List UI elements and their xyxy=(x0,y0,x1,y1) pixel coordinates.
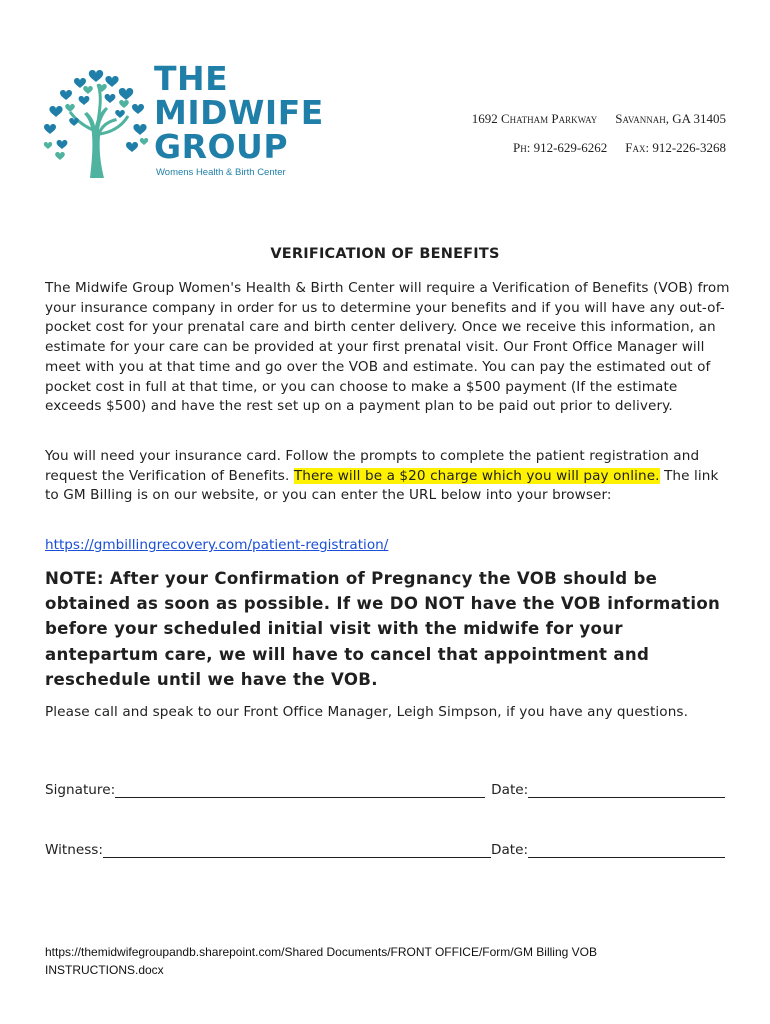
registration-link[interactable]: https://gmbillingrecovery.com/patient-registration/ xyxy=(45,537,389,553)
instructions-text: You will need your insurance card. Follow the prompts to complete the patient registration and request the Verification of Benefits. xyxy=(45,448,700,484)
footer-path: https://themidwifegroupandb.sharepoint.com/Shared Documents/FRONT OFFICE/Form/GM Billing VOB INSTRUCTIONS.docx xyxy=(45,945,597,977)
logo-tagline: Womens Health & Birth Center xyxy=(156,167,286,178)
signature-field[interactable] xyxy=(115,782,485,798)
date-field[interactable] xyxy=(528,782,725,798)
instructions-paragraph xyxy=(45,447,735,506)
city: Savannah, GA 31405 xyxy=(615,111,726,126)
witness-date-label: Date: xyxy=(490,842,529,858)
witness-date-field[interactable] xyxy=(528,842,725,858)
signature-row xyxy=(45,782,725,798)
page-title: VERIFICATION OF BENEFITS xyxy=(270,246,500,262)
tree-logo-icon xyxy=(40,60,152,180)
contact-paragraph: Please call and speak to our Front Office Manager, Leigh Simpson, if you have any questions. xyxy=(45,704,689,720)
logo xyxy=(40,60,330,185)
contact-block xyxy=(472,104,726,162)
fax: Fax: 912-226-3268 xyxy=(625,140,726,155)
logo-line-3: GROUP xyxy=(154,127,289,166)
signature-label: Signature: xyxy=(45,782,116,798)
logo-line-1: THE xyxy=(154,59,229,98)
phone: Ph: 912-629-6262 xyxy=(513,140,608,155)
witness-field[interactable] xyxy=(103,842,491,858)
logo-line-2: MIDWIFE xyxy=(154,93,324,132)
logo-wordmark xyxy=(154,59,324,166)
fee-highlight: There will be a $20 charge which you will pay online. xyxy=(293,467,660,484)
note-paragraph: NOTE: After your Confirmation of Pregnancy the VOB should be obtained as soon as possible. If we DO NOT have the VOB information before your scheduled initial visit with the midwife for your antepartum care, we will have to cancel that appointment and reschedule until we have the VOB. xyxy=(45,569,721,689)
intro-paragraph: The Midwife Group Women's Health & Birth Center will require a Verification of Benefits (VOB) from your insurance company in order for us to determine your benefits and if you will have any out-of-pocket cost for your prenatal care and birth center delivery. Once we receive this information, an estimate for your care can be provided at your first prenatal visit. Our Front Office Manager will meet with you at that time and go over the VOB and estimate. You can pay the estimated out of pocket cost in full at that time, or you can choose to make a $500 payment (If the estimate exceeds $500) and have the rest set up on a payment plan to be paid out prior to delivery. xyxy=(45,280,730,415)
address: 1692 Chatham Parkway xyxy=(471,111,598,126)
instructions-text-end: The link to GM Billing is on our website, or you can enter the URL below into your browser: xyxy=(45,467,719,504)
date-label: Date: xyxy=(491,782,529,798)
witness-label: Witness: xyxy=(45,842,103,858)
witness-row xyxy=(45,842,725,858)
